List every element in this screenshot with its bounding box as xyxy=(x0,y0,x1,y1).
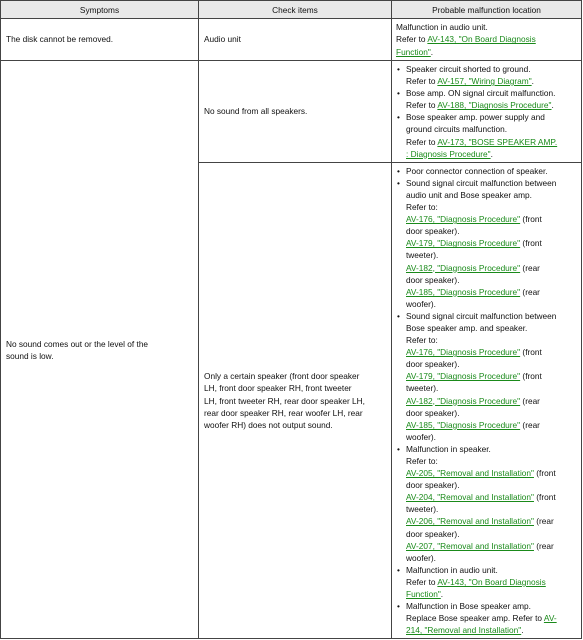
reference-link[interactable]: AV-143, "On Board Diagnosis xyxy=(427,34,536,45)
reference-link[interactable]: AV-185, "Diagnosis Procedure" xyxy=(406,286,521,297)
check-item-cell: No sound from all speakers. xyxy=(199,61,392,163)
reference-link[interactable]: AV-157, "Wiring Diagram" xyxy=(437,76,532,87)
refer-text: Refer to xyxy=(396,34,428,45)
list-item: • Malfunction in Bose speaker amp. Replace Bose speaker amp. Refer to AV- 214, "Removal and Installation". xyxy=(396,600,577,636)
header-symptoms: Symptoms xyxy=(1,1,199,19)
header-row xyxy=(1,1,582,19)
reference-link[interactable]: AV- xyxy=(543,613,557,624)
reference-link[interactable]: AV-185, "Diagnosis Procedure" xyxy=(406,419,521,430)
list-item: • Speaker circuit shorted to ground. Refer to AV-157, "Wiring Diagram". xyxy=(396,63,577,87)
reference-link[interactable]: AV-173, "BOSE SPEAKER AMP. xyxy=(437,136,558,147)
reference-link[interactable]: AV-176, "Diagnosis Procedure" xyxy=(406,347,521,358)
list-item: • Bose speaker amp. power supply and ground circuits malfunction. Refer to AV-173, "BOSE SPEAKER AMP. : Diagnosis Procedure". xyxy=(396,111,577,159)
reference-link[interactable]: AV-204, "Removal and Installation" xyxy=(406,492,534,503)
table-row xyxy=(1,19,582,61)
reference-link[interactable]: AV-143, "On Board Diagnosis xyxy=(437,576,546,587)
reference-link[interactable]: AV-179, "Diagnosis Procedure" xyxy=(406,238,521,249)
list-item: • Sound signal circuit malfunction between audio unit and Bose speaker amp. Refer to: AV-176, "Diagnosis Procedure" (front door speaker). AV-179, "Diagnosis Procedure" (front tweeter). AV-182, "Diagnosis Procedure" (rear door speaker). AV-185, "Diagnosis Procedure" (rear woofer). xyxy=(396,177,577,310)
location-cell xyxy=(392,162,582,639)
reference-link[interactable]: AV-182, "Diagnosis Procedure" xyxy=(406,262,521,273)
reference-link-cont[interactable]: Function" xyxy=(396,46,431,57)
check-item-cell: Only a certain speaker (front door speaker LH, front door speaker RH, front tweeter LH, front tweeter RH, rear door speaker LH, rear door speaker RH, rear woofer LH, rear woofer RH) does not output sound. xyxy=(199,162,392,639)
list-item: • Bose amp. ON signal circuit malfunction. Refer to AV-188, "Diagnosis Procedure". xyxy=(396,87,577,111)
location-cell: Malfunction in audio unit. Refer to AV-143, "On Board Diagnosis Function". xyxy=(392,19,582,61)
list-item: • Malfunction in speaker. Refer to: AV-205, "Removal and Installation" (front door speaker). AV-204, "Removal and Installation" (front tweeter). AV-206, "Removal and Installation" (rear door speaker). AV-207, "Removal and Installation" (rear woofer). xyxy=(396,443,577,564)
reference-link[interactable]: AV-188, "Diagnosis Procedure" xyxy=(437,100,552,111)
cause-list xyxy=(396,63,577,160)
reference-link-cont[interactable]: : Diagnosis Procedure" xyxy=(406,148,491,159)
symptom-cell: The disk cannot be removed. xyxy=(1,19,199,61)
list-item: • Poor connector connection of speaker. xyxy=(396,165,577,177)
reference-link[interactable]: AV-176, "Diagnosis Procedure" xyxy=(406,214,521,225)
location-cell xyxy=(392,61,582,163)
location-text: Malfunction in audio unit. xyxy=(396,22,488,33)
table-row xyxy=(1,61,582,163)
reference-link[interactable]: AV-206, "Removal and Installation" xyxy=(406,516,534,527)
list-item: • Malfunction in audio unit. Refer to AV-143, "On Board Diagnosis Function". xyxy=(396,564,577,600)
reference-link[interactable]: AV-182, "Diagnosis Procedure" xyxy=(406,395,521,406)
check-item-cell: Audio unit xyxy=(199,19,392,61)
reference-link[interactable]: AV-207, "Removal and Installation" xyxy=(406,540,534,551)
reference-link[interactable]: AV-205, "Removal and Installation" xyxy=(406,468,534,479)
header-probable-location: Probable malfunction location xyxy=(392,1,582,19)
reference-link-cont[interactable]: 214, "Removal and Installation" xyxy=(406,625,522,636)
reference-link[interactable]: AV-179, "Diagnosis Procedure" xyxy=(406,371,521,382)
reference-link-cont[interactable]: Function" xyxy=(406,589,441,600)
symptom-cell: No sound comes out or the level of the sound is low. xyxy=(1,61,199,639)
cause-list xyxy=(396,165,577,637)
list-item: • Sound signal circuit malfunction between Bose speaker amp. and speaker. Refer to: AV-176, "Diagnosis Procedure" (front door speaker). AV-179, "Diagnosis Procedure" (front tweeter). AV-182, "Diagnosis Procedure" (rear door speaker). AV-185, "Diagnosis Procedure" (rear woofer). xyxy=(396,310,577,443)
header-check-items: Check items xyxy=(199,1,392,19)
